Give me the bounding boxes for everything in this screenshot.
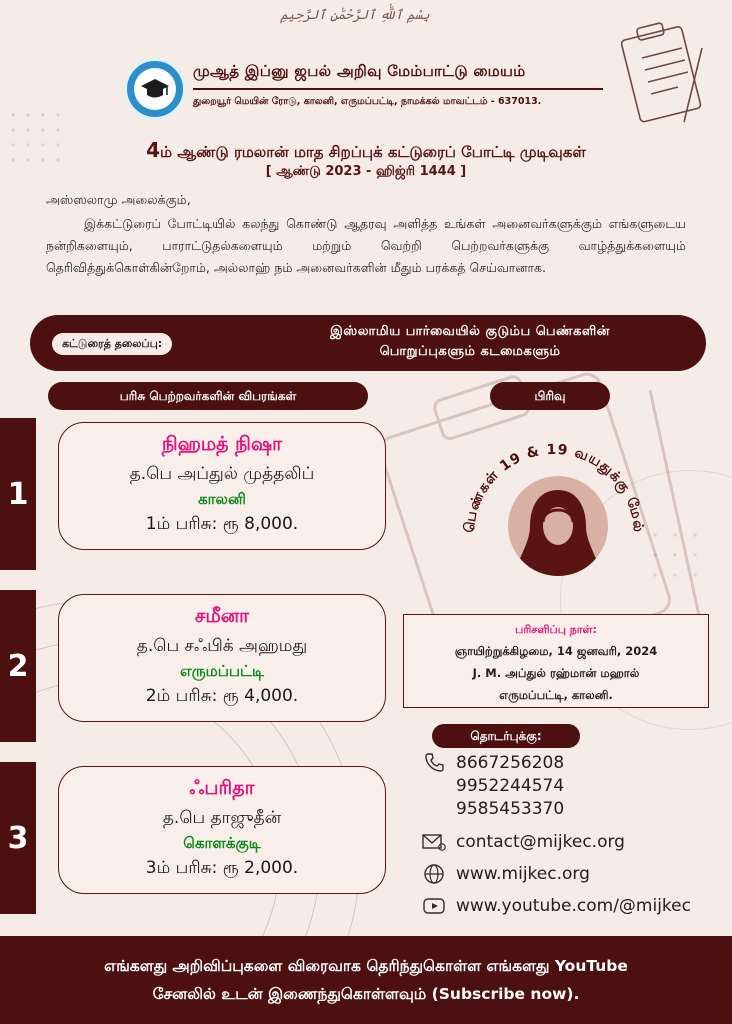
organization-name: முஆத் இப்னு ஜபல் அறிவு மேம்பாட்டு மையம் <box>193 62 526 80</box>
category-heading: பிரிவு <box>490 382 610 410</box>
winner-card <box>58 422 386 550</box>
title-ordinal: 4 <box>146 138 160 162</box>
winner-card <box>58 594 386 722</box>
phone-number[interactable]: 9952244574 <box>456 776 565 796</box>
category-badge-text: பெண்கள் 19 & 19 வயதுக்கு மேல் <box>461 441 647 534</box>
phone-number[interactable]: 8667256208 <box>456 753 565 773</box>
mail-icon <box>422 832 446 852</box>
youtube-link[interactable]: www.youtube.com/@mijkec <box>456 896 691 916</box>
footer-line-1: எங்களது அறிவிப்புகளை விரைவாக தெரிந்துகொள்ள எங்களது YouTube <box>104 957 628 975</box>
winner-town: கொளக்குடி <box>183 834 261 852</box>
youtube-icon <box>422 896 446 916</box>
winner-town: எருமப்பட்டி <box>180 662 264 680</box>
topic-line-1: இஸ்லாமிய பார்வையில் குடும்ப பெண்களின் <box>330 324 610 339</box>
winner-prize: 2ம் பரிசு: ரூ 4,000. <box>145 686 299 706</box>
winners-heading: பரிசு பெற்றவர்களின் விபரங்கள் <box>48 382 368 410</box>
winner-parent: த.பெ தாஜுதீன் <box>162 808 282 828</box>
email-row[interactable] <box>422 832 625 852</box>
contact-heading: தொடர்புக்கு: <box>432 724 580 748</box>
rank-number: 2 <box>0 590 36 742</box>
event-details <box>403 614 709 708</box>
winner-parent: த.பெ சஃபிக் அஹமது <box>136 636 308 656</box>
globe-icon <box>422 864 446 884</box>
greeting: அஸ்ஸலாமு அலைக்கும், <box>46 192 191 207</box>
graduation-cap-icon <box>140 77 170 101</box>
intro-paragraph <box>46 213 686 279</box>
organization-address: துறையூர் மெயின் ரோடு, காலனி, எருமப்பட்டி, நாமக்கல் மாவட்டம் - 637013. <box>193 96 542 107</box>
phone-number[interactable]: 9585453370 <box>456 799 565 819</box>
email-link[interactable]: contact@mijkec.org <box>456 832 625 852</box>
event-place: எருமப்பட்டி, காலனி. <box>499 688 613 702</box>
website-link[interactable]: www.mijkec.org <box>456 864 590 884</box>
rank-number: 3 <box>0 762 36 914</box>
youtube-row[interactable] <box>422 896 691 916</box>
winner-name: நிஹமத் நிஷா <box>161 433 283 455</box>
topic-label: கட்டுரைத் தலைப்பு: <box>52 333 172 355</box>
bismillah-calligraphy: بِسْمِ ٱللَّٰهِ ٱلرَّحْمَٰنِ ٱلرَّحِيمِ <box>280 8 430 23</box>
footer-text <box>20 952 712 1008</box>
winner-name: சமீனா <box>194 605 250 627</box>
winner-town: காலனி <box>198 490 246 508</box>
footer-line-2: சேனலில் உடன் இணைந்துகொள்ளவும் (Subscribe now). <box>152 985 580 1003</box>
winner-prize: 3ம் பரிசு: ரூ 2,000. <box>145 858 299 878</box>
woman-hijab-icon <box>508 476 608 576</box>
organization-logo <box>124 58 186 120</box>
year-line: [ ஆண்டு 2023 - ஹிஜ்ரி 1444 ] <box>265 164 467 179</box>
page-title <box>0 138 732 163</box>
rank-number: 1 <box>0 418 36 570</box>
event-date: ஞாயிற்றுக்கிழமை, 14 ஜனவரி, 2024 <box>454 644 658 658</box>
winner-card <box>58 766 386 894</box>
divider <box>193 88 603 90</box>
clipboard-icon <box>612 18 722 128</box>
phone-list <box>456 752 564 821</box>
title-text: ம் ஆண்டு ரமலான் மாத சிறப்புக் கட்டுரைப் போட்டி முடிவுகள் <box>160 143 586 161</box>
topic-title <box>250 322 690 362</box>
intro-text: இக்கட்டுரைப் போட்டியில் கலந்து கொண்டு ஆதரவு அளித்த உங்கள் அனைவர்களுக்கும் எங்களுடைய நன்றிகளையும், பாராட்டுதல்களையும் மற்றும் வெற்றி பெற்றவர்களுக்கு வாழ்த்துக்களையும் தெரிவித்துக்கொள்கின்றோம், அல்லாஹ் நம் அனைவர்களின் மீதும் பரக்கத் செய்வானாக. <box>46 216 686 275</box>
event-label: பரிசளிப்பு நாள்: <box>515 623 597 636</box>
phone-icon <box>424 752 444 772</box>
winner-name: ஃபரிதா <box>189 777 255 799</box>
winner-prize: 1ம் பரிசு: ரூ 8,000. <box>145 514 299 534</box>
event-venue: J. M. அப்துல் ரஹ்மான் மஹால் <box>472 666 640 680</box>
winner-parent: த.பெ அப்துல் முத்தலிப் <box>129 464 315 484</box>
topic-line-2: பொறுப்புகளும் கடமைகளும் <box>379 344 561 359</box>
website-row[interactable] <box>422 864 590 884</box>
